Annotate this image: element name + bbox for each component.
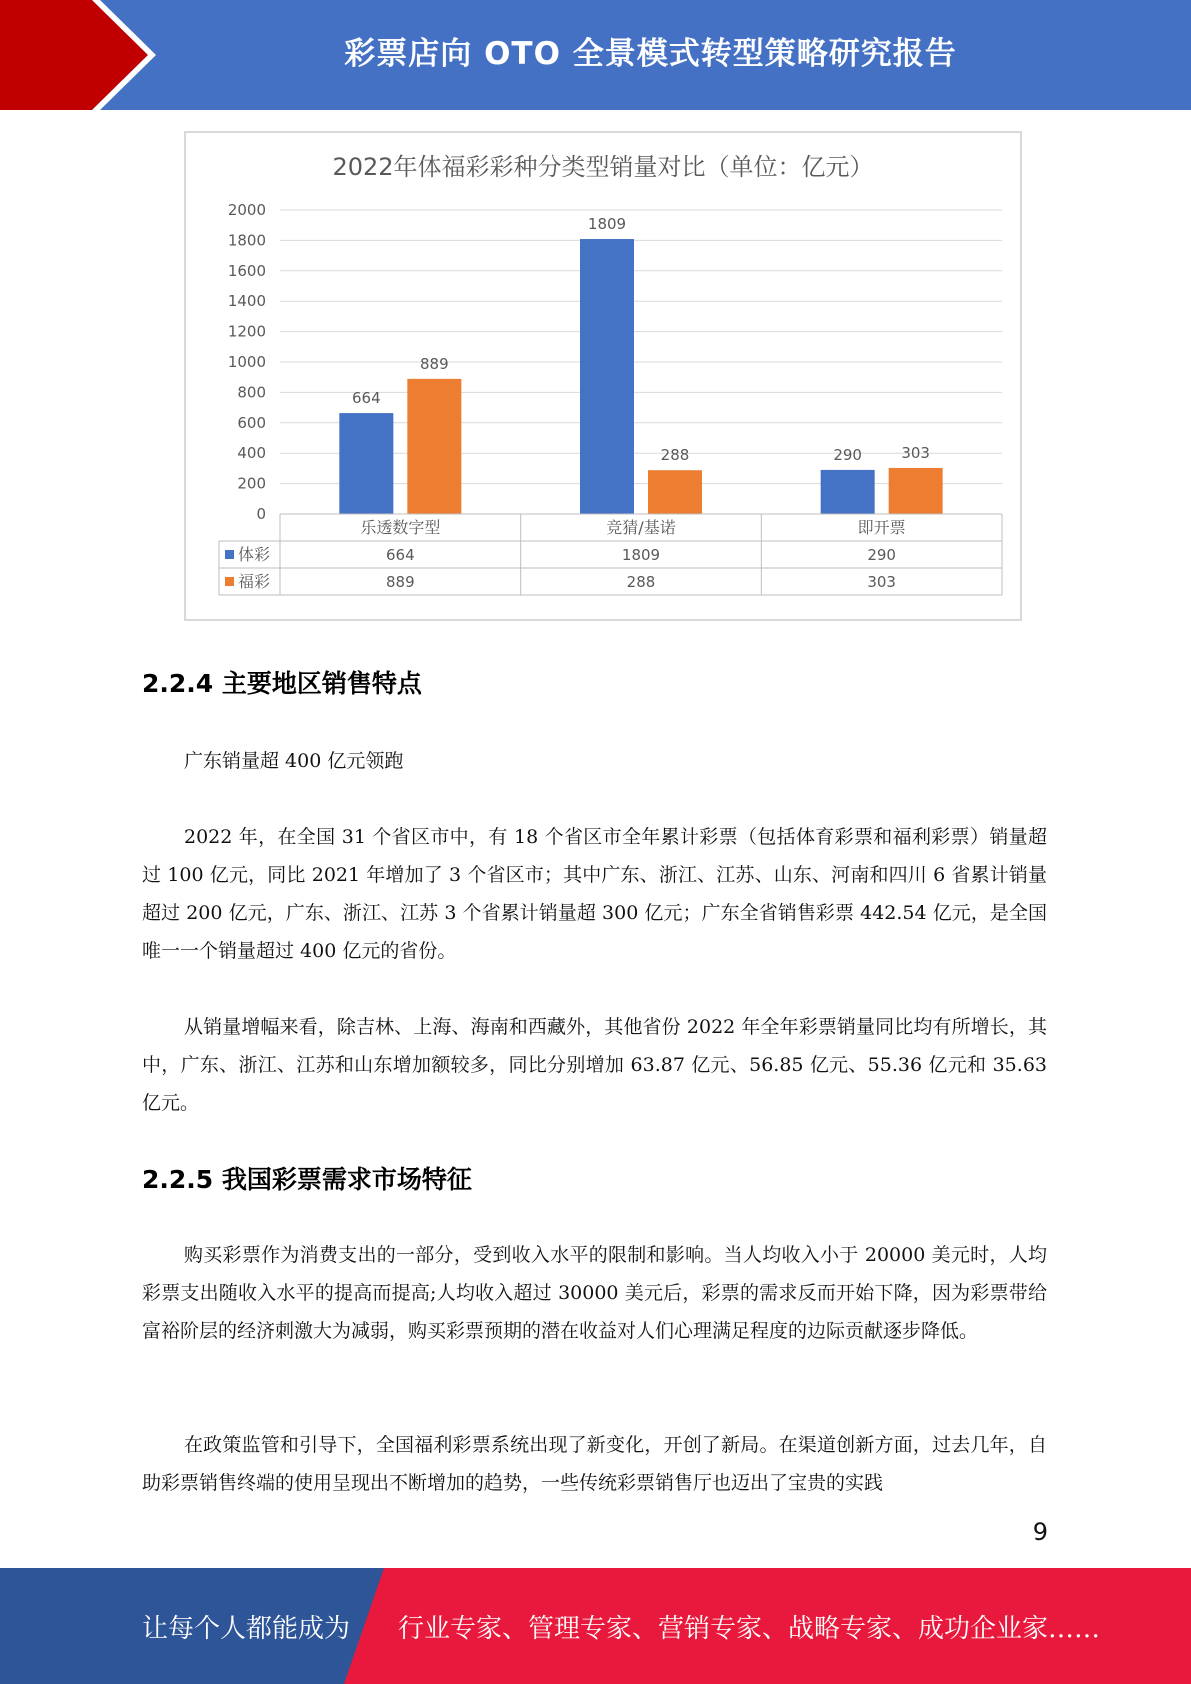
chart-title: 2022年体福彩彩种分类型销量对比（单位：亿元） [332,153,874,181]
table-cell-value: 303 [867,573,896,591]
y-tick-label: 1200 [227,322,266,341]
category-label: 竞猜/基诺 [606,518,676,537]
page-number: 9 [1032,1518,1048,1546]
table-cell-value: 288 [626,573,656,591]
bar-data-label: 1809 [587,215,627,234]
y-tick-label: 600 [237,413,266,432]
section-heading-2-2-5: 2.2.5 我国彩票需求市场特征 [142,1165,472,1194]
legend-label: 福彩 [238,572,271,591]
bar-data-label: 303 [901,443,930,462]
table-cell-value: 1809 [621,546,661,564]
legend-swatch-fucai [225,577,234,586]
paragraph-policy-change: 在政策监管和引导下，全国福利彩票系统出现了新变化，开创了新局。在渠道创新方面，过去几年，自助彩票销售终端的使用呈现出不断增加的趋势，一些传统彩票销售厅也迈出了宝贵的实践 [142,1434,1047,1494]
paragraph-demand-income: 购买彩票作为消费支出的一部分，受到收入水平的限制和影响。当人均收入小于 20000 美元时，人均彩票支出随收入水平的提高而提高;人均收入超过 30000 美元后，彩票的需求反而开始下降，因为彩票带给富裕阶层的经济刺激大为减弱，购买彩票预期的潜在收益对人们心理满足程度的边际贡献逐步降低。 [142,1244,1047,1342]
y-tick-label: 1000 [227,353,266,371]
category-label: 乐透数字型 [360,518,441,537]
category-label: 即开票 [857,518,906,537]
chart-canvas [186,133,1020,619]
y-tick-label: 1600 [227,261,266,280]
bar-data-label: 889 [420,354,449,373]
bar-data-label: 290 [833,445,862,464]
table-cell-value: 889 [386,573,415,591]
page-header [0,0,1191,110]
bar-ticai [821,470,875,514]
page-footer [0,1568,1191,1684]
section-heading-2-2-4: 2.2.4 主要地区销售特点 [142,669,422,698]
bar-fucai [648,470,702,514]
y-tick-label: 1400 [227,292,266,311]
table-cell-value: 290 [867,546,896,564]
paragraph-sales-growth: 从销量增幅来看，除吉林、上海、海南和西藏外，其他省份 2022 年全年彩票销量同比均有所增长，其中，广东、浙江、江苏和山东增加额较多，同比分别增加 63.87 亿元、56.85 亿元、55.36 亿元和 35.63 亿元。 [142,1016,1047,1114]
paragraph-province-sales: 2022 年，在全国 31 个省区市中，有 18 个省区市全年累计彩票（包括体育彩票和福利彩票）销量超过 100 亿元，同比 2021 年增加了 3 个省区市；其中广东、浙江、江苏、山东、河南和四川 6 省累计销量超过 200 亿元，广东、浙江、江苏 3 个省累计销量超 300 亿元；广东全省销售彩票 442.54 亿元，是全国唯一一个销量超过 400 亿元的省份。 [142,826,1047,962]
sales-comparison-chart [184,131,1022,621]
footer-slogan-left: 让每个人都能成为 [142,1613,351,1644]
bar-fucai [407,379,461,514]
bar-ticai [339,413,393,514]
bar-data-label: 664 [352,389,381,408]
paragraph-guangdong-lead: 广东销量超 400 亿元领跑 [184,750,404,772]
y-tick-label: 400 [237,444,266,463]
header-red-chevron [0,0,200,110]
legend-label: 体彩 [238,545,271,564]
y-tick-label: 200 [237,474,266,493]
bar-ticai [580,239,634,514]
footer-slogan-right: 行业专家、管理专家、营销专家、战略专家、成功企业家…… [398,1613,1101,1644]
table-cell-value: 664 [386,546,415,564]
legend-swatch-ticai [225,550,234,559]
y-tick-label: 1800 [227,231,266,250]
y-tick-label: 0 [256,505,266,523]
y-tick-label: 800 [237,383,266,402]
y-tick-label: 2000 [227,201,266,219]
bar-fucai [889,468,943,514]
bar-data-label: 288 [660,446,690,465]
report-title: 彩票店向 OTO 全景模式转型策略研究报告 [344,35,957,72]
